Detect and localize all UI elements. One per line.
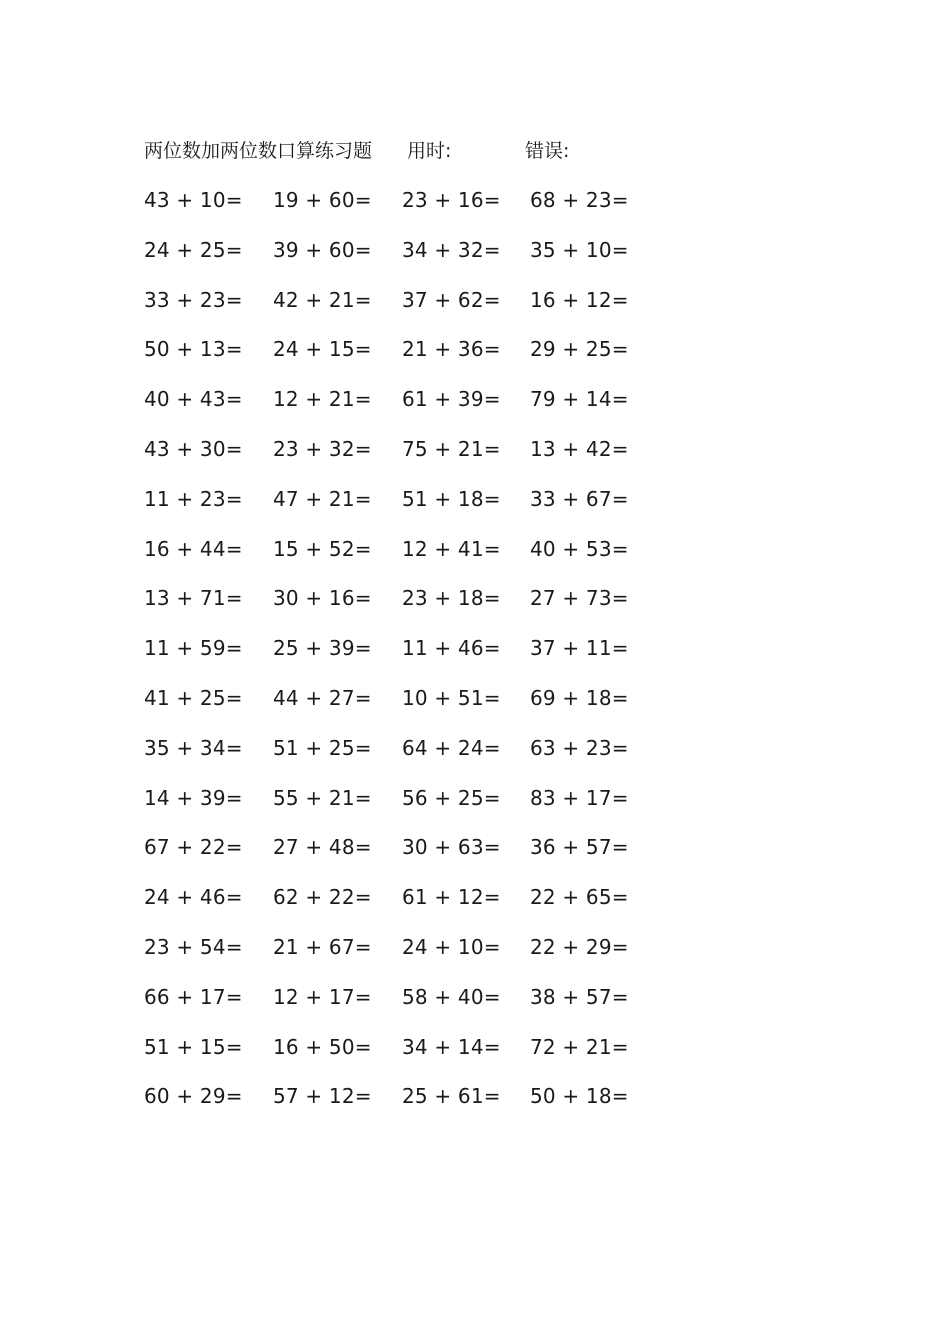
problem-item: 83 + 17= <box>530 785 629 810</box>
problem-item: 22 + 65= <box>530 885 629 910</box>
problem-row <box>144 1081 664 1131</box>
problem-item: 61 + 12= <box>402 885 501 910</box>
problem-item: 27 + 73= <box>530 586 629 611</box>
problem-item: 34 + 14= <box>402 1034 501 1059</box>
problem-item: 57 + 12= <box>273 1084 372 1109</box>
problem-item: 66 + 17= <box>144 984 243 1009</box>
problem-item: 22 + 29= <box>530 934 629 959</box>
problem-item: 12 + 21= <box>273 387 372 412</box>
problem-item: 11 + 46= <box>402 636 501 661</box>
problem-item: 13 + 42= <box>530 436 629 461</box>
problem-item: 11 + 23= <box>144 486 243 511</box>
problem-row <box>144 733 664 783</box>
problem-item: 24 + 15= <box>273 337 372 362</box>
problem-item: 56 + 25= <box>402 785 501 810</box>
problem-item: 43 + 30= <box>144 436 243 461</box>
problem-item: 10 + 51= <box>402 685 501 710</box>
problem-row <box>144 882 664 932</box>
problem-item: 41 + 25= <box>144 685 243 710</box>
problem-item: 39 + 60= <box>273 237 372 262</box>
problem-row <box>144 832 664 882</box>
problem-row <box>144 285 664 335</box>
problem-item: 23 + 54= <box>144 934 243 959</box>
problem-item: 40 + 53= <box>530 536 629 561</box>
problem-item: 21 + 67= <box>273 934 372 959</box>
problem-grid <box>144 185 664 1131</box>
problem-item: 61 + 39= <box>402 387 501 412</box>
problem-item: 35 + 10= <box>530 237 629 262</box>
problem-item: 25 + 39= <box>273 636 372 661</box>
problem-item: 14 + 39= <box>144 785 243 810</box>
problem-row <box>144 334 664 384</box>
problem-item: 25 + 61= <box>402 1084 501 1109</box>
problem-item: 33 + 23= <box>144 287 243 312</box>
problem-row <box>144 534 664 584</box>
problem-row <box>144 633 664 683</box>
problem-item: 24 + 46= <box>144 885 243 910</box>
problem-row <box>144 235 664 285</box>
problem-item: 79 + 14= <box>530 387 629 412</box>
problem-item: 42 + 21= <box>273 287 372 312</box>
problem-item: 37 + 11= <box>530 636 629 661</box>
problem-item: 16 + 44= <box>144 536 243 561</box>
worksheet-header <box>144 136 664 166</box>
problem-item: 43 + 10= <box>144 188 243 212</box>
problem-item: 36 + 57= <box>530 835 629 860</box>
problem-row <box>144 484 664 534</box>
problem-item: 12 + 17= <box>273 984 372 1009</box>
problem-item: 47 + 21= <box>273 486 372 511</box>
problem-item: 23 + 18= <box>402 586 501 611</box>
problem-item: 44 + 27= <box>273 685 372 710</box>
problem-item: 16 + 12= <box>530 287 629 312</box>
problem-row <box>144 1032 664 1082</box>
problem-row <box>144 932 664 982</box>
problem-item: 63 + 23= <box>530 735 629 760</box>
problem-item: 40 + 43= <box>144 387 243 412</box>
problem-item: 34 + 32= <box>402 237 501 262</box>
problem-item: 24 + 10= <box>402 934 501 959</box>
problem-item: 23 + 32= <box>273 436 372 461</box>
time-label: 用时: <box>407 140 452 162</box>
problem-item: 50 + 13= <box>144 337 243 362</box>
problem-item: 55 + 21= <box>273 785 372 810</box>
problem-item: 30 + 63= <box>402 835 501 860</box>
problem-item: 75 + 21= <box>402 436 501 461</box>
problem-item: 27 + 48= <box>273 835 372 860</box>
problem-row <box>144 384 664 434</box>
problem-item: 35 + 34= <box>144 735 243 760</box>
problem-item: 12 + 41= <box>402 536 501 561</box>
problem-item: 23 + 16= <box>402 188 501 212</box>
problem-item: 69 + 18= <box>530 685 629 710</box>
problem-item: 60 + 29= <box>144 1084 243 1109</box>
worksheet-title: 两位数加两位数口算练习题 <box>144 140 373 162</box>
problem-item: 15 + 52= <box>273 536 372 561</box>
problem-item: 51 + 15= <box>144 1034 243 1059</box>
problem-item: 11 + 59= <box>144 636 243 661</box>
problem-item: 38 + 57= <box>530 984 629 1009</box>
problem-item: 51 + 18= <box>402 486 501 511</box>
problem-item: 13 + 71= <box>144 586 243 611</box>
problem-item: 21 + 36= <box>402 337 501 362</box>
problem-item: 37 + 62= <box>402 287 501 312</box>
problem-item: 58 + 40= <box>402 984 501 1009</box>
problem-item: 67 + 22= <box>144 835 243 860</box>
error-label: 错误: <box>525 140 570 162</box>
problem-item: 30 + 16= <box>273 586 372 611</box>
problem-item: 64 + 24= <box>402 735 501 760</box>
problem-row <box>144 783 664 833</box>
problem-item: 16 + 50= <box>273 1034 372 1059</box>
problem-item: 50 + 18= <box>530 1084 629 1109</box>
problem-item: 68 + 23= <box>530 188 629 212</box>
problem-item: 72 + 21= <box>530 1034 629 1059</box>
problem-row <box>144 185 664 235</box>
problem-row <box>144 683 664 733</box>
problem-item: 62 + 22= <box>273 885 372 910</box>
problem-item: 24 + 25= <box>144 237 243 262</box>
problem-row <box>144 434 664 484</box>
problem-item: 33 + 67= <box>530 486 629 511</box>
problem-row <box>144 583 664 633</box>
problem-item: 29 + 25= <box>530 337 629 362</box>
problem-row <box>144 982 664 1032</box>
problem-item: 51 + 25= <box>273 735 372 760</box>
problem-item: 19 + 60= <box>273 188 372 212</box>
